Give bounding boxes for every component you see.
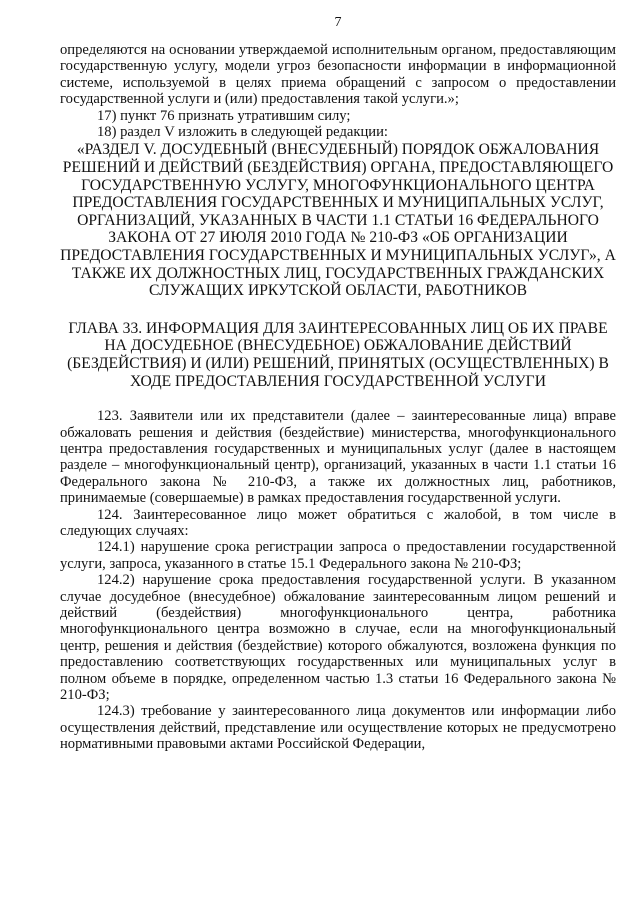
paragraph-124-1: 124.1) нарушение срока регистрации запроса о предоставлении государственной услуги, запроса, указанного в статье 15.1 Федерального закона № 210-ФЗ; [60,539,616,572]
paragraph-124: 124. Заинтересованное лицо может обратиться с жалобой, в том числе в следующих случаях: [60,506,616,539]
paragraph-124-2: 124.2) нарушение срока предоставления государственной услуги. В указанном случае досудебное (внесудебное) обжалование заинтересованным лицом решений и действий (бездействия) многофункционального центра, работника многофункционального центра возможно в случае, если на многофункциональный центр, решения и действия (бездействие) которого обжалуются, возложена функция по предоставлению соответствующих государственных или муниципальных услуг в полном объеме в порядке, определенном частью 1.3 статьи 16 Федерального закона № 210-ФЗ; [60,572,616,704]
paragraph-123: 123. Заявители или их представители (далее – заинтересованные лица) вправе обжаловать решения и действия (бездействие) министерства, многофункционального центра предоставления государственных и муниципальных услуг (далее в настоящем разделе – многофункциональный центр), организаций, указанных в части 1.1 статьи 16 Федерального закона № 210-ФЗ, а также их должностных лиц, работников, принимаемые (совершаемые) в рамках предоставления государственной услуги. [60,408,616,507]
page-number: 7 [334,15,342,30]
section-heading: «РАЗДЕЛ V. ДОСУДЕБНЫЙ (ВНЕСУДЕБНЫЙ) ПОРЯДОК ОБЖАЛОВАНИЯ РЕШЕНИЙ И ДЕЙСТВИЙ (БЕЗДЕЙСТВИЯ) ОРГАНА, ПРЕДОСТАВЛЯЮЩЕГО ГОСУДАРСТВЕННУЮ УСЛУГУ, МНОГОФУНКЦИОНАЛЬНОГО ЦЕНТРА ПРЕДОСТАВЛЕНИЯ ГОСУДАРСТВЕННЫХ И МУНИЦИПАЛЬНЫХ УСЛУГ, ОРГАНИЗАЦИЙ, УКАЗАННЫХ В ЧАСТИ 1.1 СТАТЬИ 16 ФЕДЕРАЛЬНОГО ЗАКОНА ОТ 27 ИЮЛЯ 2010 ГОДА № 210-ФЗ «ОБ ОРГАНИЗАЦИИ ПРЕДОСТАВЛЕНИЯ ГОСУДАРСТВЕННЫХ И МУНИЦИПАЛЬНЫХ УСЛУГ», А ТАКЖЕ ИХ ДОЛЖНОСТНЫХ ЛИЦ, ГОСУДАРСТВЕННЫХ ГРАЖДАНСКИХ СЛУЖАЩИХ ИРКУТСКОЙ ОБЛАСТИ, РАБОТНИКОВ [60,141,616,300]
paragraph-continuation: определяются на основании утверждаемой исполнительным органом, предоставляющим государственную услугу, модели угроз безопасности информации в информационной системе, используемой в целях приема обращений с запросом о предоставлении государственной услуги и (или) предоставления такой услуги.»; [60,42,616,108]
paragraph-124-3: 124.3) требование у заинтересованного лица документов или информации либо осуществления действий, представление или осуществление которых не предусмотрено нормативными правовыми актами Российской Федерации, [60,703,616,753]
chapter-heading: ГЛАВА 33. ИНФОРМАЦИЯ ДЛЯ ЗАИНТЕРЕСОВАННЫХ ЛИЦ ОБ ИХ ПРАВЕ НА ДОСУДЕБНОЕ (ВНЕСУДЕБНОЕ) ОБЖАЛОВАНИЕ ДЕЙСТВИЙ (БЕЗДЕЙСТВИЯ) И (ИЛИ) РЕШЕНИЙ, ПРИНЯТЫХ (ОСУЩЕСТВЛЕННЫХ) В ХОДЕ ПРЕДОСТАВЛЕНИЯ ГОСУДАРСТВЕННОЙ УСЛУГИ [67,319,609,390]
paragraph-item-18: 18) раздел V изложить в следующей редакции: [97,124,388,141]
paragraph-item-17: 17) пункт 76 признать утратившим силу; [97,107,351,124]
